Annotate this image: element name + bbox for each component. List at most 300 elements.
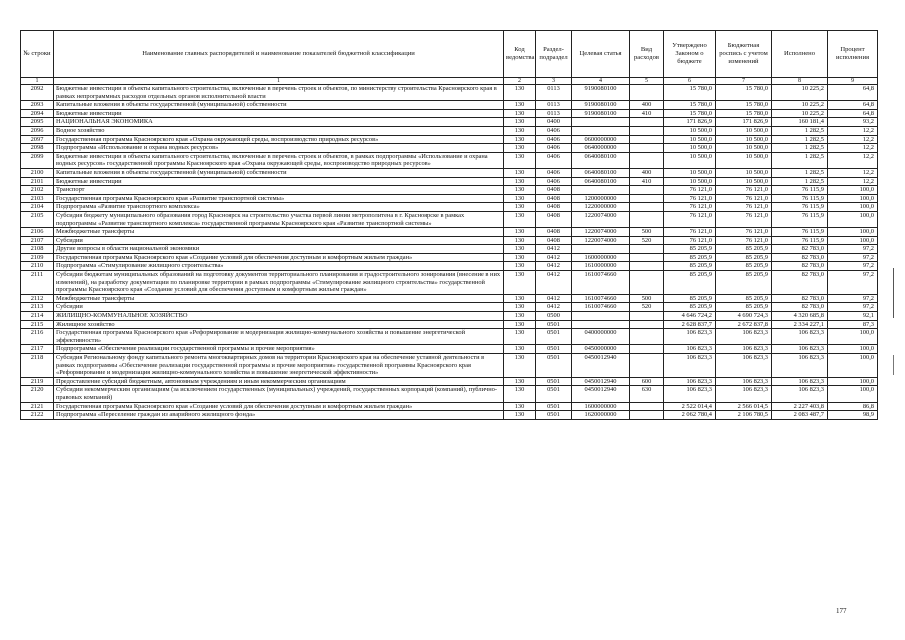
row-number: 2109 [21,253,54,262]
row-type [630,203,664,212]
row-code: 130 [504,345,536,354]
row-type [630,85,664,101]
row-budget: 76 121,0 [716,211,772,227]
table-row [21,354,878,378]
row-code: 130 [504,109,536,118]
row-number: 2097 [21,135,54,144]
row-section: 0412 [536,303,572,312]
row-number: 2121 [21,402,54,411]
row-type [630,329,664,345]
row-code: 130 [504,329,536,345]
row-section: 0501 [536,386,572,402]
row-approved: 15 780,0 [664,85,716,101]
row-code: 130 [504,228,536,237]
table-row [21,144,878,153]
row-code: 130 [504,211,536,227]
row-target: 0450000000 [572,345,630,354]
row-name: Жилищное хозяйство [54,320,504,329]
row-budget: 10 500,0 [716,177,772,186]
row-percent: 100,0 [828,228,878,237]
page-number: 177 [836,607,847,615]
row-type [630,312,664,321]
row-name: Субсидия Региональному фонду капитального ремонта многоквартирных домов на территории Красноярского края на обеспечение уставной деятельности в рамках подпрограммы «Обеспечение реализации государственной программы и прочие мероприятия» государственной программы Красноярского края «Реформирование и модернизация жилищно-коммунального хозяйства и повышение энергетической эффективности» [54,354,504,378]
row-code: 130 [504,135,536,144]
row-budget: 106 823,3 [716,386,772,402]
row-approved: 76 121,0 [664,194,716,203]
row-number: 2113 [21,303,54,312]
row-code: 130 [504,262,536,271]
row-target [572,118,630,127]
row-approved: 85 205,9 [664,303,716,312]
row-type [630,135,664,144]
row-section: 0500 [536,312,572,321]
row-code: 130 [504,271,536,295]
row-executed: 82 783,0 [772,253,828,262]
row-name: Бюджетные инвестиции [54,177,504,186]
table-row [21,236,878,245]
row-approved: 10 500,0 [664,135,716,144]
row-number: 2107 [21,236,54,245]
row-executed: 106 823,3 [772,345,828,354]
row-number: 2093 [21,101,54,110]
row-number: 2115 [21,320,54,329]
row-target: 1220000000 [572,203,630,212]
row-code: 130 [504,411,536,420]
row-executed: 1 282,5 [772,126,828,135]
row-target: 1610074660 [572,303,630,312]
row-executed: 76 115,9 [772,203,828,212]
row-section: 0408 [536,186,572,195]
row-code: 130 [504,186,536,195]
row-section: 0501 [536,402,572,411]
row-section: 0406 [536,135,572,144]
table-row [21,329,878,345]
row-type: 500 [630,228,664,237]
row-percent: 12,2 [828,152,878,168]
row-percent: 100,0 [828,186,878,195]
table-row [21,126,878,135]
row-approved: 10 500,0 [664,168,716,177]
row-executed: 1 282,5 [772,177,828,186]
row-approved: 2 522 014,4 [664,402,716,411]
row-type [630,345,664,354]
row-target [572,320,630,329]
row-percent: 12,2 [828,126,878,135]
row-code: 130 [504,203,536,212]
row-percent: 87,3 [828,320,878,329]
row-name: Межбюджетные трансферты [54,294,504,303]
row-section: 0412 [536,271,572,295]
row-executed: 4 320 685,8 [772,312,828,321]
row-name: Предоставление субсидий бюджетным, автономным учреждениям и иным некоммерческим организациям [54,377,504,386]
row-target: 0400000000 [572,329,630,345]
row-percent: 97,2 [828,303,878,312]
row-code: 130 [504,118,536,127]
row-name: Капитальные вложения в объекты государственной (муниципальной) собственности [54,101,504,110]
row-budget: 76 121,0 [716,194,772,203]
row-approved: 15 780,0 [664,101,716,110]
row-type: 500 [630,294,664,303]
row-percent: 100,0 [828,354,878,378]
row-percent: 12,2 [828,168,878,177]
row-executed: 82 783,0 [772,245,828,254]
row-approved: 85 205,9 [664,253,716,262]
row-section: 0406 [536,152,572,168]
row-type [630,320,664,329]
row-budget: 85 205,9 [716,253,772,262]
row-type: 630 [630,386,664,402]
row-code: 130 [504,320,536,329]
row-approved: 76 121,0 [664,228,716,237]
row-section: 0501 [536,377,572,386]
row-code: 130 [504,303,536,312]
row-approved: 106 823,3 [664,377,716,386]
row-target: 1610000000 [572,262,630,271]
row-number: 2098 [21,144,54,153]
row-approved: 10 500,0 [664,177,716,186]
row-budget: 76 121,0 [716,228,772,237]
row-percent: 12,2 [828,144,878,153]
row-name: Подпрограмма «Стимулирование жилищного строительства» [54,262,504,271]
row-approved: 85 205,9 [664,271,716,295]
row-section: 0406 [536,126,572,135]
table-row [21,186,878,195]
row-type [630,118,664,127]
table-row [21,411,878,420]
row-target: 9190080100 [572,109,630,118]
row-executed: 106 823,3 [772,329,828,345]
row-executed: 76 115,9 [772,194,828,203]
row-name: Государственная программа Красноярского края «Создание условий для обеспечения доступным и комфортным жильем граждан» [54,402,504,411]
row-type [630,253,664,262]
row-approved: 10 500,0 [664,144,716,153]
row-budget: 10 500,0 [716,126,772,135]
table-row [21,320,878,329]
row-approved: 2 628 837,7 [664,320,716,329]
row-type: 520 [630,303,664,312]
table-row [21,386,878,402]
col-header-code: Код ведомства [504,31,536,78]
row-percent: 97,2 [828,294,878,303]
row-name: НАЦИОНАЛЬНАЯ ЭКОНОМИКА [54,118,504,127]
row-type: 400 [630,101,664,110]
row-approved: 76 121,0 [664,236,716,245]
table-row [21,245,878,254]
row-type: 400 [630,168,664,177]
row-number: 2117 [21,345,54,354]
row-executed: 76 115,9 [772,228,828,237]
row-number: 2096 [21,126,54,135]
row-percent: 100,0 [828,203,878,212]
col-header-no: № строки [21,31,54,78]
table-row [21,135,878,144]
row-section: 0406 [536,144,572,153]
row-name: Водное хозяйство [54,126,504,135]
row-percent: 98,9 [828,411,878,420]
row-executed: 106 823,3 [772,386,828,402]
row-type: 600 [630,377,664,386]
row-section: 0412 [536,262,572,271]
column-number: 6 [664,78,716,85]
row-number: 2100 [21,168,54,177]
row-executed: 1 282,5 [772,168,828,177]
col-header-approved: Утверждено Законом о бюджете [664,31,716,78]
column-number-row [21,78,878,85]
row-section: 0113 [536,101,572,110]
row-number: 2104 [21,203,54,212]
row-percent: 97,2 [828,262,878,271]
row-type [630,126,664,135]
row-number: 2095 [21,118,54,127]
row-target: 0600000000 [572,135,630,144]
column-number: 4 [572,78,630,85]
row-code: 130 [504,402,536,411]
row-name: Государственная программа Красноярского края «Развитие транспортной системы» [54,194,504,203]
row-executed: 76 115,9 [772,186,828,195]
table-row [21,85,878,101]
row-section: 0408 [536,236,572,245]
row-budget: 76 121,0 [716,186,772,195]
table-row [21,312,878,321]
row-target: 0450012940 [572,377,630,386]
row-budget: 85 205,9 [716,303,772,312]
row-budget: 85 205,9 [716,262,772,271]
table-row [21,402,878,411]
row-type: 520 [630,236,664,245]
row-approved: 4 646 724,2 [664,312,716,321]
row-approved: 76 121,0 [664,186,716,195]
row-target: 0640080100 [572,177,630,186]
row-type [630,211,664,227]
row-code: 130 [504,294,536,303]
row-percent: 92,1 [828,312,878,321]
row-name: Субсидии некоммерческим организациям (за исключением государственных (муниципальных) учреждений, государственных корпораций (компаний), публично-правовых компаний) [54,386,504,402]
row-code: 130 [504,312,536,321]
row-target: 1620000000 [572,411,630,420]
row-executed: 1 282,5 [772,135,828,144]
row-name: Другие вопросы в области национальной экономики [54,245,504,254]
row-budget: 2 106 780,5 [716,411,772,420]
col-header-section: Раздел-подраздел [536,31,572,78]
row-budget: 10 500,0 [716,152,772,168]
row-approved: 106 823,3 [664,329,716,345]
row-budget: 15 780,0 [716,85,772,101]
row-number: 2092 [21,85,54,101]
scan-edge-mark [893,355,894,375]
row-number: 2108 [21,245,54,254]
row-number: 2111 [21,271,54,295]
table-row [21,345,878,354]
row-percent: 64,8 [828,109,878,118]
row-executed: 106 823,3 [772,354,828,378]
row-section: 0113 [536,109,572,118]
row-section: 0406 [536,168,572,177]
row-number: 2102 [21,186,54,195]
row-approved: 2 062 780,4 [664,411,716,420]
row-name: Субсидии [54,236,504,245]
col-header-percent: Процент исполнения [828,31,878,78]
row-percent: 100,0 [828,386,878,402]
row-target: 1220074000 [572,236,630,245]
row-approved: 76 121,0 [664,211,716,227]
table-row [21,303,878,312]
row-budget: 106 823,3 [716,377,772,386]
row-executed: 76 115,9 [772,236,828,245]
table-row [21,118,878,127]
row-section: 0501 [536,411,572,420]
row-percent: 97,2 [828,271,878,295]
row-number: 2120 [21,386,54,402]
row-number: 2114 [21,312,54,321]
column-number: 3 [536,78,572,85]
row-approved: 171 826,9 [664,118,716,127]
row-approved: 10 500,0 [664,126,716,135]
row-section: 0408 [536,203,572,212]
row-target: 1610074660 [572,294,630,303]
row-budget: 10 500,0 [716,144,772,153]
row-name: Субсидии бюджетам муниципальных образований на подготовку документов территориального планирования и градостроительного зонирования (внесение в них изменений), на разработку документации по планировке территории в рамках подпрограммы «Стимулирование жилищного строительства» государственной программы Красноярского края «Создание условий для обеспечения доступным и комфортным жильем граждан» [54,271,504,295]
row-percent: 100,0 [828,211,878,227]
row-number: 2118 [21,354,54,378]
table-row [21,177,878,186]
row-budget: 76 121,0 [716,203,772,212]
table-row [21,228,878,237]
row-code: 130 [504,354,536,378]
row-name: Межбюджетные трансферты [54,228,504,237]
table-row [21,203,878,212]
row-name: Транспорт [54,186,504,195]
row-target: 0640080100 [572,152,630,168]
row-name: Подпрограмма «Использование и охрана водных ресурсов» [54,144,504,153]
row-name: Бюджетные инвестиции [54,109,504,118]
col-header-executed: Исполнено [772,31,828,78]
column-number: 5 [630,78,664,85]
table-row [21,294,878,303]
row-approved: 106 823,3 [664,345,716,354]
row-section: 0501 [536,329,572,345]
row-name: Субсидия бюджету муниципального образования город Красноярск на строительство участка первой линии метрополитена в г. Красноярске в рамках подпрограммы «Развитие транспортного комплекса» государственной программы Красноярского края «Развитие транспортной системы» [54,211,504,227]
row-number: 2112 [21,294,54,303]
row-target [572,312,630,321]
row-percent: 86,8 [828,402,878,411]
row-section: 0400 [536,118,572,127]
table-row [21,194,878,203]
row-type [630,262,664,271]
row-type [630,354,664,378]
row-name: Бюджетные инвестиции в объекты капитального строительства, включенные в перечень строек и объектов, в рамках подпрограммы «Использование и охрана водных ресурсов» государственной программы Красноярского края «Охрана окружающей среды, воспроизводство природных ресурсов» [54,152,504,168]
row-number: 2105 [21,211,54,227]
row-section: 0408 [536,194,572,203]
row-code: 130 [504,144,536,153]
row-approved: 85 205,9 [664,294,716,303]
row-number: 2101 [21,177,54,186]
row-executed: 82 783,0 [772,271,828,295]
row-code: 130 [504,245,536,254]
row-target: 1600000000 [572,253,630,262]
row-approved: 76 121,0 [664,203,716,212]
row-executed: 82 783,0 [772,294,828,303]
row-approved: 15 780,0 [664,109,716,118]
row-number: 2106 [21,228,54,237]
row-executed: 10 225,2 [772,109,828,118]
row-percent: 12,2 [828,135,878,144]
row-type [630,402,664,411]
table-row [21,168,878,177]
row-number: 2119 [21,377,54,386]
row-executed: 10 225,2 [772,101,828,110]
row-budget: 15 780,0 [716,109,772,118]
col-header-type: Вид расходов [630,31,664,78]
row-target: 1220074000 [572,228,630,237]
row-section: 0501 [536,320,572,329]
table-row [21,211,878,227]
row-executed: 2 334 227,1 [772,320,828,329]
row-section: 0501 [536,345,572,354]
row-budget: 85 205,9 [716,294,772,303]
row-budget: 10 500,0 [716,135,772,144]
row-section: 0113 [536,85,572,101]
row-approved: 106 823,3 [664,386,716,402]
row-code: 130 [504,377,536,386]
row-section: 0412 [536,245,572,254]
row-executed: 160 181,4 [772,118,828,127]
row-budget: 2 566 014,5 [716,402,772,411]
row-executed: 1 282,5 [772,152,828,168]
budget-report-sheet [20,30,877,420]
row-executed: 76 115,9 [772,211,828,227]
row-target: 9190080100 [572,85,630,101]
row-type [630,271,664,295]
row-executed: 82 783,0 [772,262,828,271]
row-section: 0412 [536,294,572,303]
row-target: 1200000000 [572,194,630,203]
header-row [21,31,878,78]
table-row [21,262,878,271]
row-percent: 93,2 [828,118,878,127]
row-percent: 97,2 [828,245,878,254]
row-target [572,186,630,195]
row-number: 2094 [21,109,54,118]
row-number: 2103 [21,194,54,203]
row-budget: 106 823,3 [716,354,772,378]
row-type [630,194,664,203]
row-percent: 100,0 [828,345,878,354]
row-budget: 85 205,9 [716,245,772,254]
row-code: 130 [504,85,536,101]
row-code: 130 [504,177,536,186]
row-name: Государственная программа Красноярского края «Реформирование и модернизация жилищно-коммунального хозяйства и повышение энергетической эффективности» [54,329,504,345]
row-budget: 4 690 724,3 [716,312,772,321]
row-code: 130 [504,152,536,168]
row-target: 0640000000 [572,144,630,153]
row-percent: 64,8 [828,85,878,101]
column-number: 8 [772,78,828,85]
table-row [21,101,878,110]
row-budget: 2 672 837,8 [716,320,772,329]
column-number: 1 [21,78,54,85]
row-approved: 106 823,3 [664,354,716,378]
row-target: 1600000000 [572,402,630,411]
row-percent: 64,8 [828,101,878,110]
row-number: 2122 [21,411,54,420]
column-number: 1 [54,78,504,85]
row-type [630,144,664,153]
row-percent: 12,2 [828,177,878,186]
row-target: 9190080100 [572,101,630,110]
row-budget: 15 780,0 [716,101,772,110]
row-code: 130 [504,386,536,402]
row-approved: 10 500,0 [664,152,716,168]
